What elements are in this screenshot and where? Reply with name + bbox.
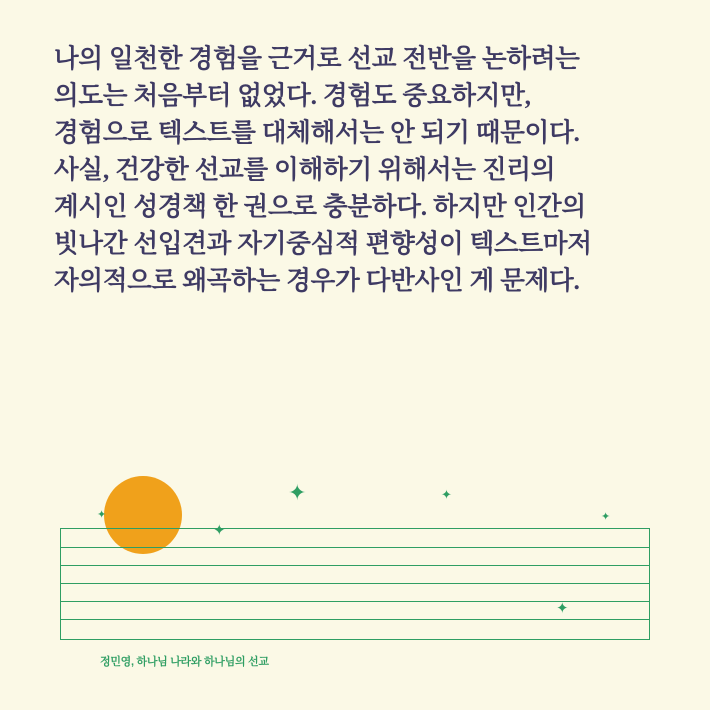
sparkle-icon: ✦ — [213, 521, 226, 539]
quote-line: 경험으로 텍스트를 대체해서는 안 되기 때문이다. — [54, 118, 580, 147]
sparkle-icon: ✦ — [601, 510, 611, 523]
staff-line — [61, 619, 649, 620]
quote-line: 사실, 건강한 선교를 이해하기 위해서는 진리의 — [54, 155, 556, 184]
staff-line — [61, 565, 649, 566]
quote-line: 계시인 성경책 한 권으로 충분하다. 하지만 인간의 — [54, 192, 586, 221]
quote-line: 빗나간 선입견과 자기중심적 편향성이 텍스트마저 — [54, 229, 592, 258]
decorative-graphic — [0, 455, 710, 710]
staff-lines — [60, 528, 650, 640]
caption-title: 하나님 나라와 하나님의 선교 — [136, 656, 269, 668]
quote-line: 의도는 처음부터 없었다. 경험도 중요하지만, — [54, 81, 531, 110]
quote-line: 자의적으로 왜곡하는 경우가 다반사인 게 문제다. — [54, 266, 580, 295]
sparkle-icon: ✦ — [288, 481, 307, 506]
staff-line — [61, 547, 649, 548]
quote-line: 나의 일천한 경험을 근거로 선교 전반을 논하려는 — [54, 44, 580, 73]
sparkle-icon: ✦ — [441, 488, 452, 503]
sparkle-icon: ✦ — [97, 508, 107, 521]
caption-author: 정민영, — [100, 656, 134, 668]
source-caption — [100, 653, 269, 669]
staff-line — [61, 583, 649, 584]
sparkle-icon: ✦ — [556, 599, 569, 617]
quote-text — [54, 40, 674, 299]
